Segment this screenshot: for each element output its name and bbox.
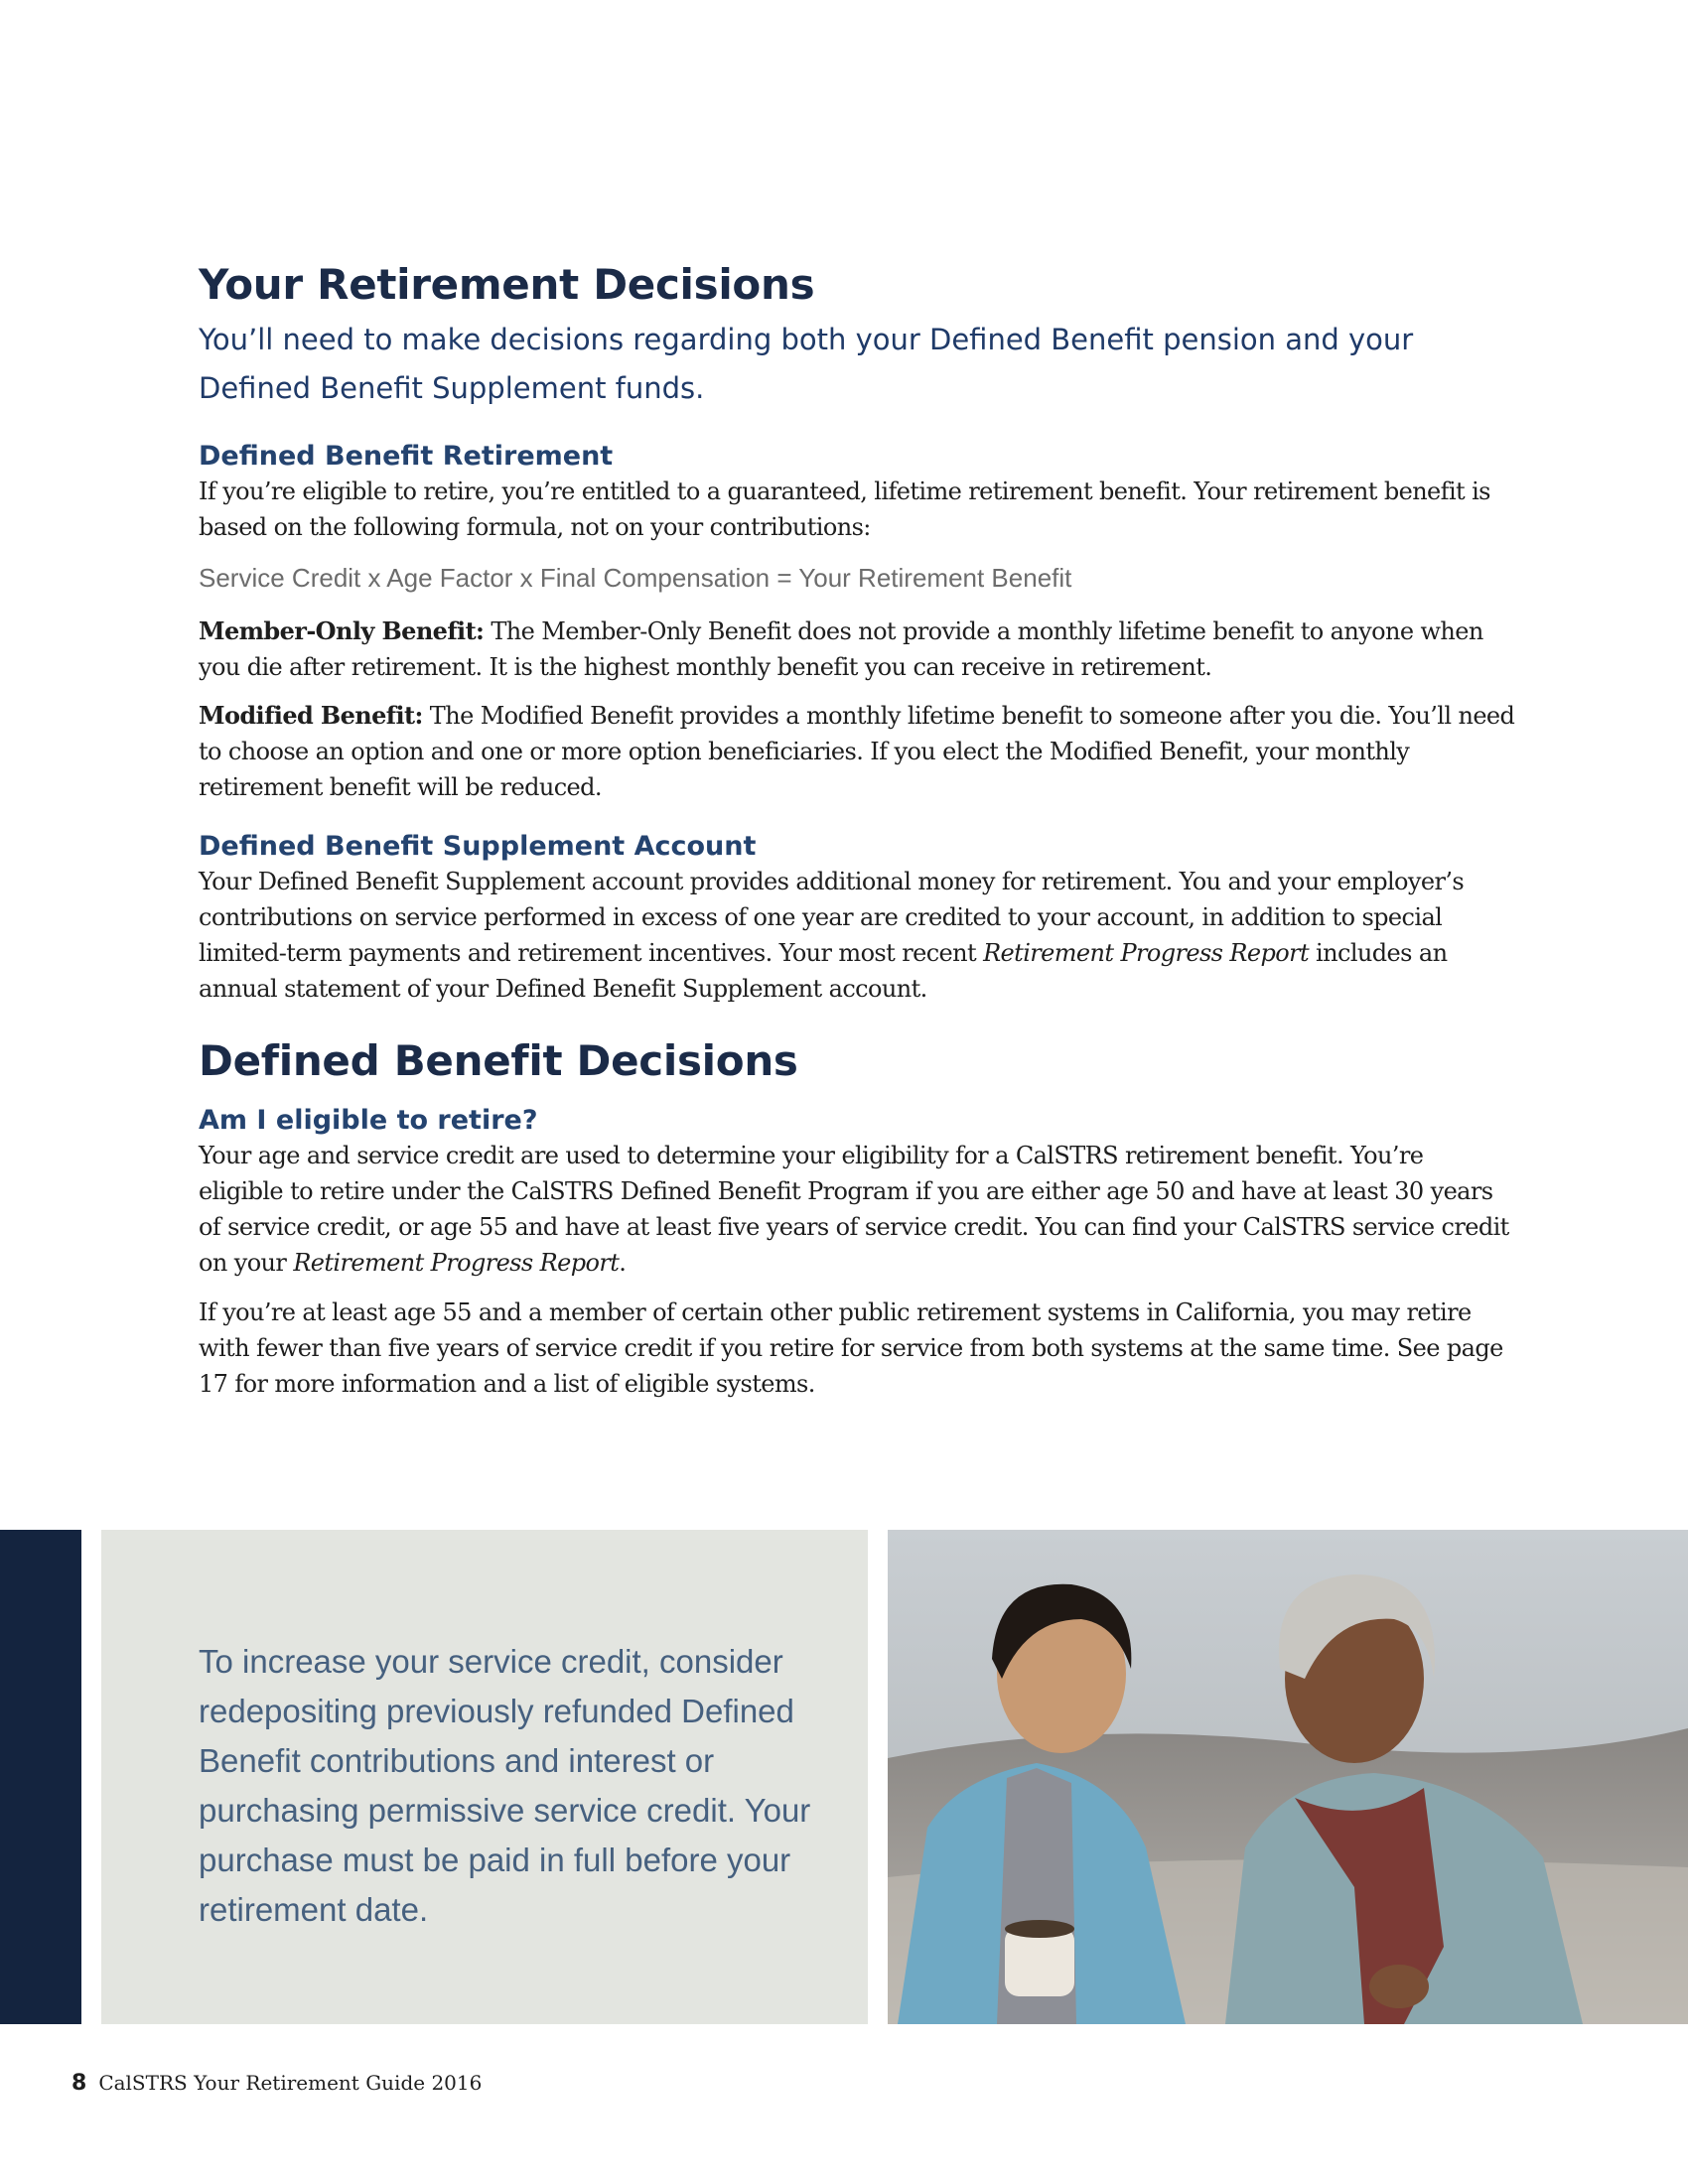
modified-benefit-label: Modified Benefit: (199, 701, 423, 731)
benefit-formula: Service Credit x Age Factor x Final Compensation = Your Retirement Benefit (199, 563, 1072, 594)
callout-box (101, 1530, 868, 2024)
dbs-account-body (199, 864, 1524, 1007)
section-title-dbs-account: Defined Benefit Supplement Account (199, 831, 757, 863)
defined-benefit-retirement-body: If you’re eligible to retire, you’re entitled to a guaranteed, lifetime retirement benefit. Your retirement benefit is based on the following formula, not on your contributions: (199, 478, 1490, 542)
page-title: Your Retirement Decisions (199, 260, 815, 309)
page-footer (71, 2071, 482, 2096)
navy-accent-bar (0, 1530, 81, 2024)
eligibility-report-title: Retirement Progress Report (293, 1248, 620, 1277)
eligibility-paragraph-1 (199, 1138, 1514, 1281)
modified-benefit-text: The Modified Benefit provides a monthly lifetime benefit to someone after you die. You’ll need to choose an option and one or more option beneficiaries. If you elect the Modified Benefit, your monthly retirement benefit will be reduced. (199, 702, 1515, 802)
publication-title: CalSTRS Your Retirement Guide 2016 (98, 2071, 483, 2095)
member-only-benefit-label: Member-Only Benefit: (199, 616, 485, 646)
section-title-defined-benefit-retirement: Defined Benefit Retirement (199, 441, 614, 473)
eligibility-text-2: . (619, 1248, 627, 1277)
dbs-account-text-2: includes an annual statement of your Defined Benefit Supplement account. (199, 939, 1448, 1004)
modified-benefit-paragraph (199, 698, 1534, 805)
section-heading-defined-benefit-decisions: Defined Benefit Decisions (199, 1036, 798, 1086)
eligibility-paragraph-2: If you’re at least age 55 and a member of certain other public retirement systems in California, you may retire with fewer than five years of service credit if you retire for service from both systems at the same time. See page 17 for more information and a list of eligible systems. (199, 1297, 1503, 1398)
section-title-eligible: Am I eligible to retire? (199, 1104, 538, 1136)
dbs-account-report-title: Retirement Progress Report (983, 939, 1310, 968)
callout-text: To increase your service credit, consider redepositing previously refunded Defined Benefit contributions and interest or purchasing permissive service credit. Your purchase must be paid in full before your retirement date. (199, 1643, 811, 1928)
main-content (199, 260, 1549, 1402)
page-number: 8 (71, 2071, 87, 2096)
intro-text: You’ll need to make decisions regarding both your Defined Benefit pension and your Defined Benefit Supplement funds. (199, 323, 1414, 406)
eligibility-text-1: Your age and service credit are used to determine your eligibility for a CalSTRS retirement benefit. You’re eligible to retire under the CalSTRS Defined Benefit Program if you are either age 50 and have at least 30 years of service credit, or age 55 and have at least five years of service credit. You can find your CalSTRS service credit on your (199, 1141, 1509, 1277)
photo-two-women-laughing (888, 1530, 1688, 2024)
member-only-benefit-text: The Member-Only Benefit does not provide a monthly lifetime benefit to anyone when you die after retirement. It is the highest monthly benefit you can receive in retirement. (199, 617, 1483, 682)
dbs-account-text-1: Your Defined Benefit Supplement account provides additional money for retirement. You and your employer’s contributions on service performed in excess of one year are credited to your account, in addition to special limited-term payments and retirement incentives. Your most recent (199, 868, 1465, 968)
member-only-benefit-paragraph (199, 614, 1529, 685)
